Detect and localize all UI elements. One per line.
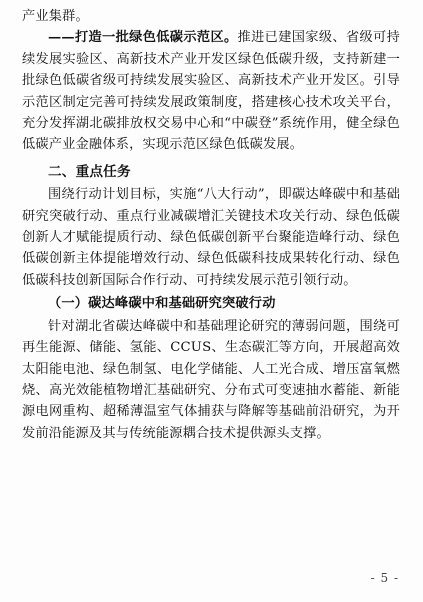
- paragraph-eight-actions: 围绕行动计划目标，实施“八大行动”，即碳达峰碳中和基础研究突破行动、重点行业减碳增汇关键技术攻关行动、绿色低碳创新人才赋能提质行动、绿色低碳创新平台聚能造峰行动、绿色低碳创新主体提能增效行动、绿色低碳科技成果转化行动、绿色低碳科技创新国际合作行动、可持续发展示范引领行动。: [22, 187, 400, 288]
- subsection-heading-basic-research: （一）碳达峰碳中和基础研究突破行动: [48, 296, 276, 312]
- document-body: [22, 6, 400, 444]
- paragraph-demonstration-zones: [22, 27, 400, 155]
- section-heading-key-tasks: 二、重点任务: [48, 163, 131, 180]
- paragraph-lead-bold: ——打造一批绿色低碳示范区。: [48, 30, 238, 46]
- paragraph-continuation: 产业集群。: [22, 9, 89, 24]
- page-number: - 5 -: [370, 571, 399, 585]
- paragraph-basic-research: 针对湖北省碳达峰碳中和基础理论研究的薄弱问题，围绕可再生能源、储能、氢能、CCUS、生态碳汇等方向，开展超高效太阳能电池、绿色制氢、电化学储能、人工光合成、增压富氧燃烧、高光效能植物增汇基础研究、分布式可变速抽水蓄能、新能源电网重构、超稀薄温室气体捕获与降解等基础前沿研究，为开发前沿能源及其与传统能源耦合技术提供源头支撑。: [22, 318, 400, 441]
- paragraph-body-text: 推进已建国家级、省级可持续发展实验区、高新技术产业开发区绿色低碳升级，支持新建一批绿色低碳省级可持续发展实验区、高新技术产业开发区。引导示范区制定完善可持续发展政策制度，搭建核心技术攻关平台，充分发挥湖北碳排放权交易中心和“中碳登”系统作用，健全绿色低碳产业金融体系，实现示范区绿色低碳发展。: [22, 30, 400, 153]
